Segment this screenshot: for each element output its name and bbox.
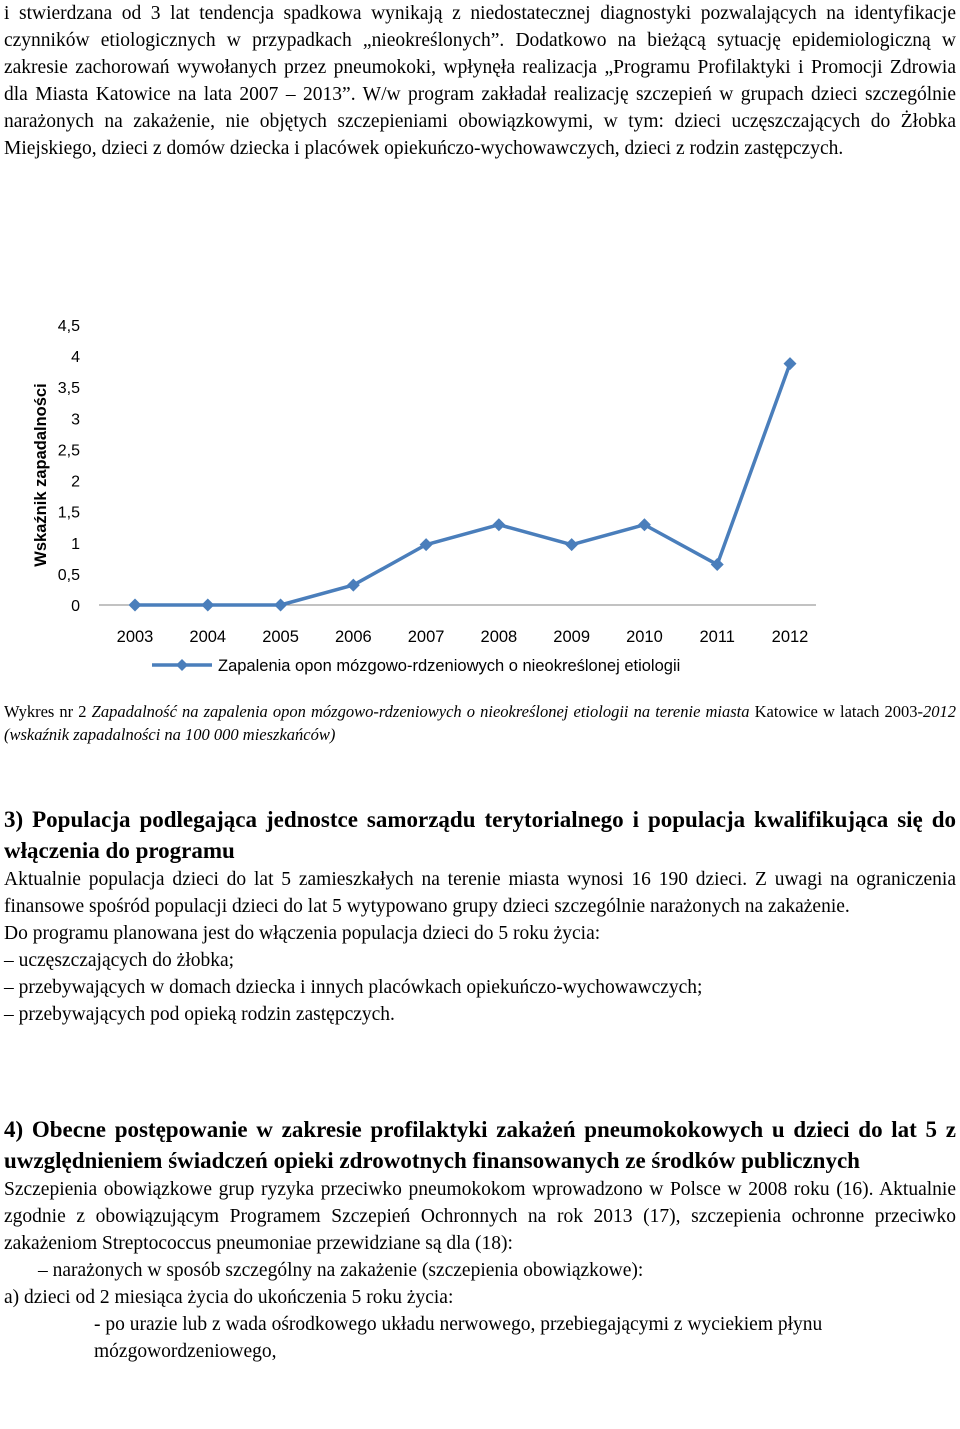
y-tick-label: 2 [71,473,80,491]
caption-prefix: Wykres nr 2 [4,702,87,721]
x-tick-label: 2005 [262,628,299,646]
section-3-heading: 3) Populacja podlegająca jednostce samorządu terytorialnego i populacja kwalifikująca się do włączenia do programu [4,807,956,863]
section-4-paragraph: Szczepienia obowiązkowe grup ryzyka przeciwko pneumokokom wprowadzono w Polsce w 2008 roku (16). Aktualnie zgodnie z obowiązującym Programem Szczepień Ochronnych na rok 2013 (17), szczepienia ochronne przeciwko zakażeniom Streptococcus pneumoniae przewidziane są dla (18): [4,1179,956,1254]
section-3-list [4,947,956,1028]
y-tick-label: 0 [71,598,80,615]
x-tick-label: 2012 [771,628,809,646]
series-line [135,364,790,605]
intro-paragraph: i stwierdzana od 3 lat tendencja spadkowa wynikają z niedostatecznej diagnostyki pozwalających na identyfikacje czynników etiologicznych w przypadkach „nieokreślonych”. Dodatkowo na bieżącą sytuację epidemiologiczną w zakresie zachorowań wywołanych przez pneumokoki, wpłynęła realizacja „Programu Profilaktyki i Promocji Zdrowia dla Miasta Katowice na lata 2007 – 2013”. W/w program zakładał realizację szczepień w grupach dzieci szczególnie narażonych na zakażenie, nie objętych szczepieniami obowiązkowymi, w tym: dzieci uczęszczających do Żłobka Miejskiego, dzieci z domów dziecka i placówek opiekuńczo-wychowawczych, dzieci z rodzin zastępczych. [4,3,956,159]
y-tick-label: 1,5 [57,504,80,522]
y-tick-label: 3,5 [57,380,80,398]
section-4 [4,1114,956,1365]
legend-label: Zapalenia opon mózgowo-rdzeniowych o nieokreślonej etiologii [218,657,681,675]
list-item: – uczęszczających do żłobka; [4,950,235,971]
x-tick-label: 2007 [407,628,445,646]
data-point [784,357,797,370]
y-tick-label: 2,5 [57,442,80,460]
section-4-sub-item: - po urazie lub z wada ośrodkowego układu nerwowego, przebiegającymi z wyciekiem płynu mózgowordzeniowego, [94,1314,823,1362]
section-3-paragraph-1: Aktualnie populacja dzieci do lat 5 zamieszkałych na terenie miasta wynosi 16 190 dzieci. Z uwagi na ograniczenia finansowe spośród populacji dzieci do lat 5 wytypowano grupy dzieci szczególnie narażonych na zakażenie. [4,869,956,917]
chart-svg [4,300,956,690]
section-4-dash-item: – narażonych w sposób szczególny na zakażenie (szczepienia obowiązkowe): [38,1260,644,1281]
data-point [638,518,651,531]
x-tick-label: 2004 [189,628,227,646]
y-tick-label: 3 [71,411,80,429]
y-tick-label: 4 [71,349,80,367]
x-tick-label: 2011 [699,628,735,646]
data-point [274,599,287,612]
caption-italic-1: Zapadalność na zapalenia opon mózgowo-rdzeniowych o nieokreślonej etiologii na terenie miasta [91,702,750,721]
x-tick-label: 2006 [334,628,372,646]
y-tick-label: 0,5 [57,566,80,584]
section-3 [4,804,956,1028]
x-tick-label: 2003 [116,628,154,646]
data-point [201,599,214,612]
x-tick-label: 2008 [480,628,518,646]
data-point [420,538,433,551]
data-point [711,558,724,571]
x-tick-label: 2009 [553,628,591,646]
list-item: – przebywających pod opieką rodzin zastępczych. [4,1004,395,1025]
section-3-paragraph-2: Do programu planowana jest do włączenia populacja dzieci do 5 roku życia: [4,923,601,944]
data-point [565,538,578,551]
caption-plain: Katowice w latach 2003- [754,702,923,721]
section-4-item-a: a) dzieci od 2 miesiąca życia do ukończenia 5 roku życia: [4,1287,454,1308]
list-item: – przebywających w domach dziecka i innych placówkach opiekuńczo-wychowawczych; [4,977,703,998]
data-point [347,579,360,592]
legend-marker [176,659,188,671]
y-tick-label: 1 [71,535,80,553]
figure-caption [4,700,956,746]
section-4-heading: 4) Obecne postępowanie w zakresie profilaktyki zakażeń pneumokokowych u dzieci do lat 5 z uwzględnieniem świadczeń opieki zdrowotnych finansowanych ze środków publicznych [4,1117,956,1173]
data-point [129,599,142,612]
data-point [492,518,505,531]
caption-italic-2: 2012 (wskaźnik zapadalności na 100 000 mieszkańców) [4,702,956,744]
incidence-line-chart [4,300,956,690]
x-tick-label: 2010 [626,628,663,646]
y-tick-label: 4,5 [57,318,80,335]
y-axis-title: Wskaźnik zapadalności [32,383,50,567]
